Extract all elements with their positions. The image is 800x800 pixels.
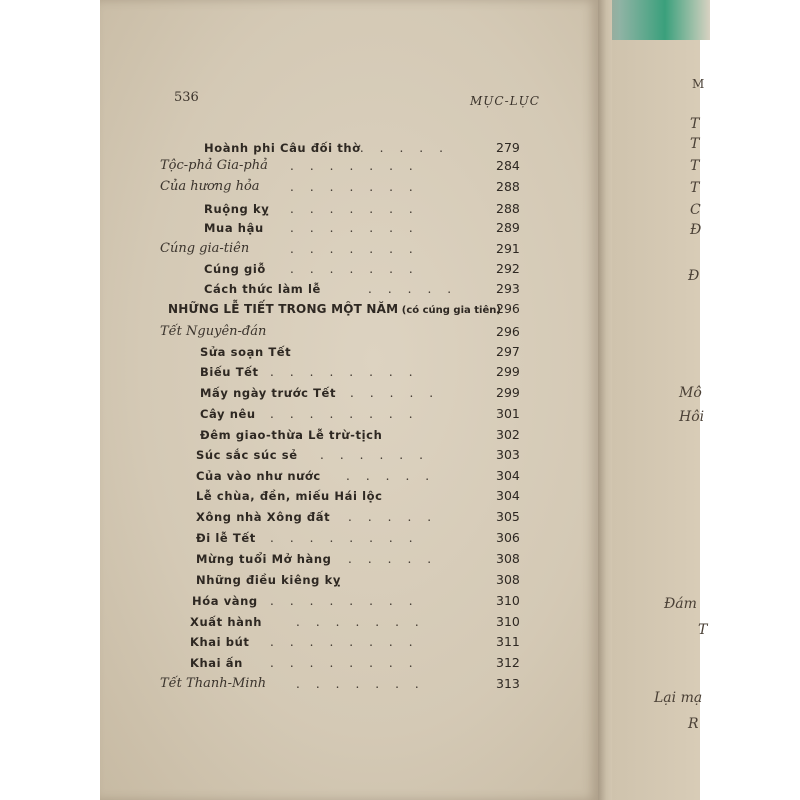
dot-leader: ....... — [290, 159, 429, 173]
dot-leader: ....... — [290, 202, 429, 216]
dot-leader: ....... — [296, 677, 435, 691]
right-page-fragment: T — [690, 180, 700, 196]
toc-entry-title — [196, 507, 330, 527]
toc-page-number: 308 — [496, 572, 520, 587]
toc-entry — [0, 674, 560, 694]
toc-page-number: 313 — [496, 676, 520, 691]
toc-entry-title — [168, 299, 501, 321]
toc-page-number: 308 — [496, 551, 520, 566]
toc-entry-label: Khai bút — [190, 635, 250, 649]
toc-entry-label: Cách thức làm lễ — [204, 282, 321, 296]
toc-page-number: 304 — [496, 468, 520, 483]
toc-page-number: 288 — [496, 179, 520, 194]
dot-leader: ........ — [270, 594, 429, 608]
dot-leader: ...... — [320, 448, 439, 462]
toc-entry-label: Cây nêu — [200, 407, 256, 421]
right-page-fragment: M — [692, 77, 705, 91]
toc-page-number: 302 — [496, 427, 520, 442]
toc-entry-label: Súc sắc súc sẻ — [196, 448, 298, 462]
toc-entry — [0, 632, 560, 652]
toc-entry — [0, 383, 560, 403]
toc-page-number: 304 — [496, 488, 520, 503]
toc-entry-title — [204, 259, 266, 279]
toc-page-number: 296 — [496, 324, 520, 339]
dot-leader: ........ — [270, 531, 429, 545]
toc-entry-title — [196, 466, 321, 486]
toc-entry-title — [160, 177, 260, 197]
toc-entry-title — [160, 674, 266, 694]
toc-page-number: 299 — [496, 364, 520, 379]
right-page-fragment: Lại mạ — [654, 690, 703, 706]
dot-leader: ....... — [290, 242, 429, 256]
dot-leader: ....... — [290, 221, 429, 235]
toc-page-number: 293 — [496, 281, 520, 296]
toc-entry-title — [190, 632, 250, 652]
toc-entry-label: Đêm giao-thừa Lễ trừ-tịch — [200, 428, 383, 442]
toc-entry-title — [196, 528, 256, 548]
dot-leader: ........ — [270, 365, 429, 379]
running-title: MỤC-LỤC — [470, 94, 540, 108]
dot-leader: ..... — [368, 282, 468, 296]
toc-entry — [0, 466, 560, 486]
toc-entry-note: (có cúng gia tiên) — [398, 305, 501, 316]
toc-entry — [0, 425, 560, 445]
toc-entry — [0, 445, 560, 465]
toc-entry-label: Tết Thanh-Minh — [160, 676, 267, 691]
toc-page-number: 289 — [496, 220, 520, 235]
toc-page-number: 310 — [496, 593, 520, 608]
toc-entry-label: Mấy ngày trước Tết — [200, 386, 337, 400]
toc-entry-title — [200, 362, 259, 382]
toc-entry — [0, 362, 560, 382]
dot-leader: ........ — [270, 635, 429, 649]
toc-entry — [0, 299, 560, 319]
toc-page-number: 305 — [496, 509, 520, 524]
toc-entry-title — [200, 342, 291, 362]
toc-entry-label: NHỮNG LỄ TIẾT TRONG MỘT NĂM — [168, 302, 399, 316]
toc-entry-title — [200, 383, 336, 403]
right-page-fragment: R — [688, 716, 699, 732]
toc-entry — [0, 653, 560, 673]
toc-page-number: 310 — [496, 614, 520, 629]
toc-entry-label: Lễ chùa, đền, miếu Hái lộc — [196, 489, 383, 503]
toc-entry — [0, 279, 560, 299]
toc-entry — [0, 591, 560, 611]
toc-entry-label: Hóa vàng — [192, 594, 258, 608]
toc-entry-label: Xông nhà Xông đất — [196, 510, 331, 524]
toc-entry — [0, 342, 560, 362]
toc-entry — [0, 549, 560, 569]
right-page-fragment: Đ — [690, 222, 702, 238]
toc-entry-label: Của hương hỏa — [160, 179, 260, 194]
dot-leader: ........ — [270, 407, 429, 421]
toc-entry — [0, 259, 560, 279]
toc-entry-title — [196, 549, 332, 569]
toc-entry-label: Cúng giỗ — [204, 262, 266, 276]
toc-page-number: 279 — [496, 140, 520, 155]
dot-leader: ....... — [296, 615, 435, 629]
toc-entry — [0, 507, 560, 527]
toc-page-number: 299 — [496, 385, 520, 400]
toc-entry-label: Khai ấn — [190, 656, 243, 670]
dot-leader: ....... — [290, 180, 429, 194]
toc-entry — [0, 528, 560, 548]
toc-entry-label: Ruộng kỵ — [204, 202, 270, 216]
toc-entry-label: Biếu Tết — [200, 365, 259, 379]
toc-page-number: 292 — [496, 261, 520, 276]
toc-entry-label: Mua hậu — [204, 221, 264, 235]
toc-entry-title — [160, 322, 266, 342]
toc-entry-title — [204, 279, 321, 299]
toc-page-number: 303 — [496, 447, 520, 462]
toc-entry — [0, 177, 560, 197]
toc-entry — [0, 322, 560, 342]
toc-entry-title — [190, 612, 262, 632]
toc-entry-label: Hoành phi Câu đối thờ — [204, 141, 361, 155]
right-page-fragment: Đ — [688, 268, 700, 284]
toc-entry-title — [192, 591, 258, 611]
right-page-fragment: T — [690, 136, 700, 152]
toc-entry-label: Tết Nguyên-đán — [160, 324, 267, 339]
toc-entry-title — [196, 445, 298, 465]
toc-entry-label: Những điều kiêng kỵ — [196, 573, 341, 587]
right-page-fragment: Đám — [664, 596, 697, 612]
toc-page-number: 306 — [496, 530, 520, 545]
dot-leader: ..... — [346, 469, 446, 483]
toc-entry — [0, 156, 560, 176]
toc-entry-label: Tộc-phả Gia-phả — [160, 158, 268, 173]
dot-leader: ..... — [348, 510, 448, 524]
right-page-fragment: T — [690, 116, 700, 132]
toc-entry — [0, 218, 560, 238]
toc-page-number: 297 — [496, 344, 520, 359]
toc-entry — [0, 239, 560, 259]
toc-entry — [0, 612, 560, 632]
toc-entry — [0, 404, 560, 424]
toc-entry-title — [200, 404, 256, 424]
toc-entry-label: Xuất hành — [190, 615, 263, 629]
dot-leader: ..... — [348, 552, 448, 566]
toc-entry-title — [204, 218, 264, 238]
right-page-fragment: Hôi — [679, 409, 705, 425]
toc-entry — [0, 486, 560, 506]
toc-entry-title — [196, 570, 341, 590]
toc-entry-title — [160, 156, 268, 176]
toc-entry-title — [196, 486, 383, 506]
dot-leader: ....... — [290, 262, 429, 276]
right-page-fragment: Mô — [679, 385, 702, 401]
right-page-fragment: T — [690, 158, 700, 174]
toc-page-number: 312 — [496, 655, 520, 670]
toc-page-number: 291 — [496, 241, 520, 256]
toc-entry-title — [190, 653, 243, 673]
toc-entry-title — [200, 425, 382, 445]
toc-page-number: 296 — [496, 301, 520, 316]
page-number: 536 — [174, 90, 199, 105]
dot-leader: ...... — [340, 141, 459, 155]
toc-entry-label: Đi lễ Tết — [196, 531, 256, 545]
dot-leader: ........ — [270, 656, 429, 670]
toc-page-number: 284 — [496, 158, 520, 173]
toc-entry — [0, 138, 560, 158]
toc-entry-label: Sửa soạn Tết — [200, 345, 292, 359]
toc-entry-label: Cúng gia-tiên — [160, 241, 250, 256]
toc-entry — [0, 199, 560, 219]
toc-entry-label: Của vào như nước — [196, 469, 321, 483]
toc-entry-title — [204, 138, 361, 158]
dot-leader: ..... — [350, 386, 450, 400]
toc-page-number: 311 — [496, 634, 520, 649]
toc-entry-title — [204, 199, 269, 219]
toc-entry-label: Mừng tuổi Mở hàng — [196, 552, 332, 566]
toc-page-number: 301 — [496, 406, 520, 421]
toc-entry — [0, 570, 560, 590]
right-page-fragment: T — [698, 622, 708, 638]
right-page-fragment: C — [690, 202, 701, 218]
toc-entry-title — [160, 239, 249, 259]
toc-page-number: 288 — [496, 201, 520, 216]
